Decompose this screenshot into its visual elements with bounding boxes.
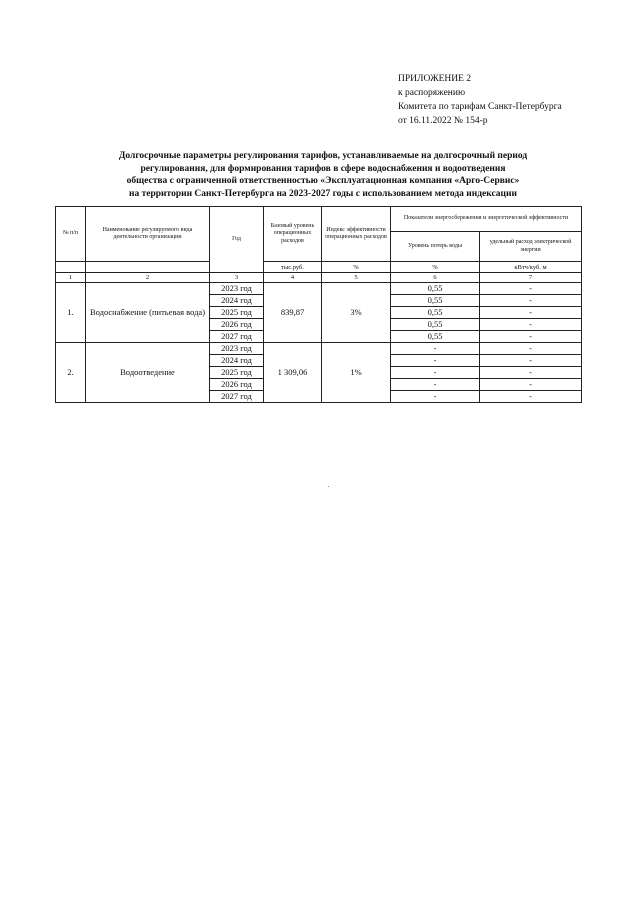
- base-cost-cell: 1 309,06: [264, 343, 322, 403]
- year-cell: 2025 год: [210, 367, 264, 379]
- year-cell: 2026 год: [210, 379, 264, 391]
- specific-energy-cell: -: [480, 379, 582, 391]
- year-cell: 2026 год: [210, 319, 264, 331]
- scan-speck: [328, 486, 329, 487]
- specific-energy-cell: -: [480, 283, 582, 295]
- col-number: 7: [480, 273, 582, 283]
- activity-cell: Водоотведение: [86, 343, 210, 403]
- specific-energy-cell: -: [480, 307, 582, 319]
- efficiency-index-cell: 1%: [322, 343, 391, 403]
- col-number: 2: [86, 273, 210, 283]
- base-cost-cell: 839,87: [264, 283, 322, 343]
- header-water-loss: Уровень потерь воды: [391, 232, 480, 262]
- title-line: общества с ограниченной ответственностью «Эксплуатационная компания «Арго-Сервис»: [126, 176, 520, 186]
- water-loss-cell: 0,55: [391, 319, 480, 331]
- unit-base-cost: тыс.руб.: [264, 262, 322, 273]
- year-cell: 2023 год: [210, 283, 264, 295]
- unit-num: [56, 262, 86, 273]
- water-loss-cell: -: [391, 391, 480, 403]
- unit-efficiency-index: %: [322, 262, 391, 273]
- title-line: на территории Санкт-Петербурга на 2023-2027 годы с использованием метода индексации: [129, 188, 517, 199]
- appendix-title: ПРИЛОЖЕНИЕ 2: [398, 74, 472, 84]
- unit-activity: [86, 262, 210, 273]
- specific-energy-cell: -: [480, 319, 582, 331]
- water-loss-cell: 0,55: [391, 307, 480, 319]
- header-num: № п/п: [56, 207, 86, 262]
- col-number: 6: [391, 273, 480, 283]
- col-number: 1: [56, 273, 86, 283]
- appendix-date: от 16.11.2022 № 154-р: [398, 116, 488, 126]
- title-line: Долгосрочные параметры регулирования тарифов, устанавливаемые на долгосрочный период: [118, 151, 528, 161]
- row-num-cell: 2.: [56, 343, 86, 403]
- year-cell: 2023 год: [210, 343, 264, 355]
- col-number: 3: [210, 273, 264, 283]
- col-number: 5: [322, 273, 391, 283]
- header-activity: Наименование регулируемого вида деятельности организации: [86, 207, 210, 262]
- appendix-block: [398, 72, 628, 128]
- year-cell: 2024 год: [210, 295, 264, 307]
- header-energy-group: Показатели энергосбережения и энергетической эффективности: [391, 207, 582, 232]
- specific-energy-cell: -: [480, 367, 582, 379]
- efficiency-index-cell: 3%: [322, 283, 391, 343]
- year-cell: 2027 год: [210, 331, 264, 343]
- specific-energy-cell: -: [480, 355, 582, 367]
- year-cell: 2025 год: [210, 307, 264, 319]
- document-title: [60, 150, 586, 200]
- specific-energy-cell: -: [480, 343, 582, 355]
- parameters-table: [55, 206, 582, 403]
- table-row: [56, 283, 582, 295]
- col-number: 4: [264, 273, 322, 283]
- header-specific-energy: удельный расход электрической энергии: [480, 232, 582, 262]
- water-loss-cell: -: [391, 343, 480, 355]
- header-efficiency-index: Индекс эффективности операционных расходов: [322, 207, 391, 262]
- specific-energy-cell: -: [480, 295, 582, 307]
- water-loss-cell: 0,55: [391, 295, 480, 307]
- row-num-cell: 1.: [56, 283, 86, 343]
- year-cell: 2024 год: [210, 355, 264, 367]
- unit-water-loss: %: [391, 262, 480, 273]
- header-year: Год: [210, 207, 264, 273]
- year-cell: 2027 год: [210, 391, 264, 403]
- appendix-ref: к распоряжению: [398, 88, 466, 98]
- activity-cell: Водоснабжение (питьевая вода): [86, 283, 210, 343]
- water-loss-cell: -: [391, 367, 480, 379]
- title-line: регулирования, для формирования тарифов в сфере водоснабжения и водоотведения: [140, 163, 506, 174]
- unit-specific-energy: кВтч/куб. м: [480, 262, 582, 273]
- header-base-cost: Базовый уровень операционных расходов: [264, 207, 322, 262]
- water-loss-cell: 0,55: [391, 331, 480, 343]
- water-loss-cell: -: [391, 355, 480, 367]
- table-row: [56, 343, 582, 355]
- appendix-committee: Комитета по тарифам Санкт-Петербурга: [398, 102, 562, 112]
- water-loss-cell: 0,55: [391, 283, 480, 295]
- specific-energy-cell: -: [480, 391, 582, 403]
- water-loss-cell: -: [391, 379, 480, 391]
- specific-energy-cell: -: [480, 331, 582, 343]
